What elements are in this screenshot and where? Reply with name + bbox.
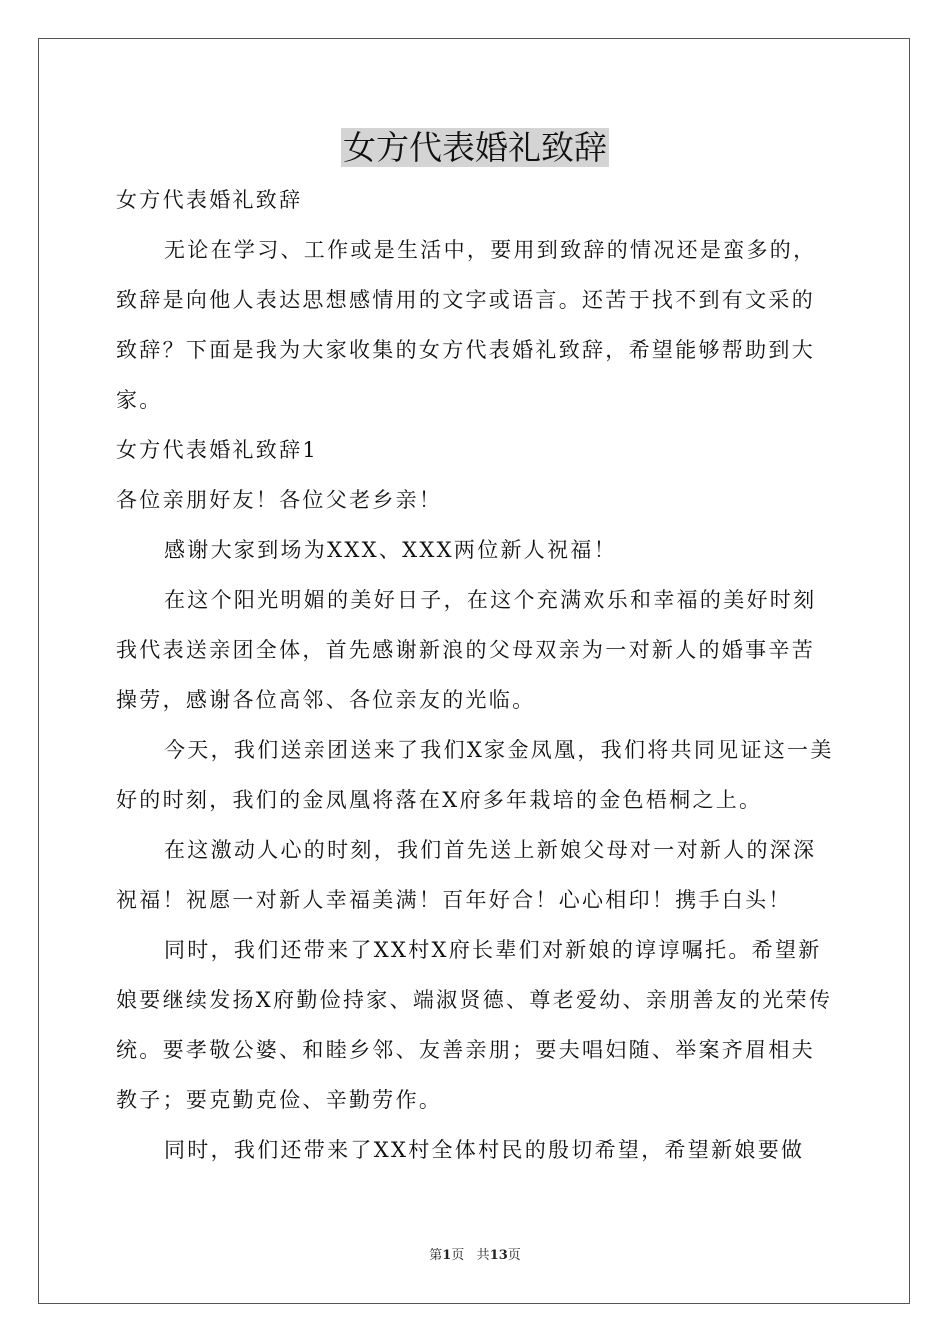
paragraph-body: 同时，我们还带来了XX村全体村民的殷切希望，希望新娘要做 — [164, 1138, 805, 1162]
paragraph-body: 在这激动人心的时刻，我们首先送上新娘父母对一对新人的深深祝福！祝愿一对新人幸福美满！百年好合！心心相印！携手白头！ — [116, 838, 817, 912]
total-pages: 13 — [489, 1248, 508, 1263]
document-title — [0, 126, 950, 170]
total-label-suffix: 页 — [507, 1248, 521, 1263]
page-label-suffix: 页 — [451, 1248, 465, 1263]
paragraph-body: 今天，我们送亲团送来了我们X家金凤凰，我们将共同见证这一美好的时刻，我们的金凤凰将落在X府多年栽培的金色梧桐之上。 — [116, 738, 834, 812]
document-body — [116, 175, 836, 1175]
paragraph-section-heading: 女方代表婚礼致辞1 — [116, 438, 319, 462]
page-number: 1 — [442, 1248, 452, 1263]
paragraph-thanks: 感谢大家到场为XXX、XXX两位新人祝福！ — [164, 538, 617, 562]
paragraph-intro: 无论在学习、工作或是生活中，要用到致辞的情况还是蛮多的，致辞是向他人表达思想感情用的文字或语言。还苦于找不到有文采的致辞？下面是我为大家收集的女方代表婚礼致辞，希望能够帮助到大家。 — [116, 238, 817, 412]
paragraph-body: 在这个阳光明媚的美好日子，在这个充满欢乐和幸福的美好时刻我代表送亲团全体，首先感谢新浪的父母双亲为一对新人的婚事辛苦操劳，感谢各位高邻、各位亲友的光临。 — [116, 588, 817, 712]
page-label-prefix: 第 — [429, 1248, 443, 1263]
document-title-text: 女方代表婚礼致辞 — [343, 128, 607, 167]
page-footer — [0, 1247, 950, 1265]
paragraph-greeting: 各位亲朋好友！各位父老乡亲！ — [116, 488, 443, 512]
paragraph-heading: 女方代表婚礼致辞 — [116, 188, 303, 212]
paragraph-body: 同时，我们还带来了XX村X府长辈们对新娘的谆谆嘱托。希望新娘要继续发扬X府勤俭持家、端淑贤德、尊老爱幼、亲朋善友的光荣传统。要孝敬公婆、和睦乡邻、友善亲朋；要夫唱妇随、举案齐眉相夫教子；要克勤克俭、辛勤劳作。 — [116, 938, 833, 1112]
total-label-prefix: 共 — [476, 1248, 490, 1263]
